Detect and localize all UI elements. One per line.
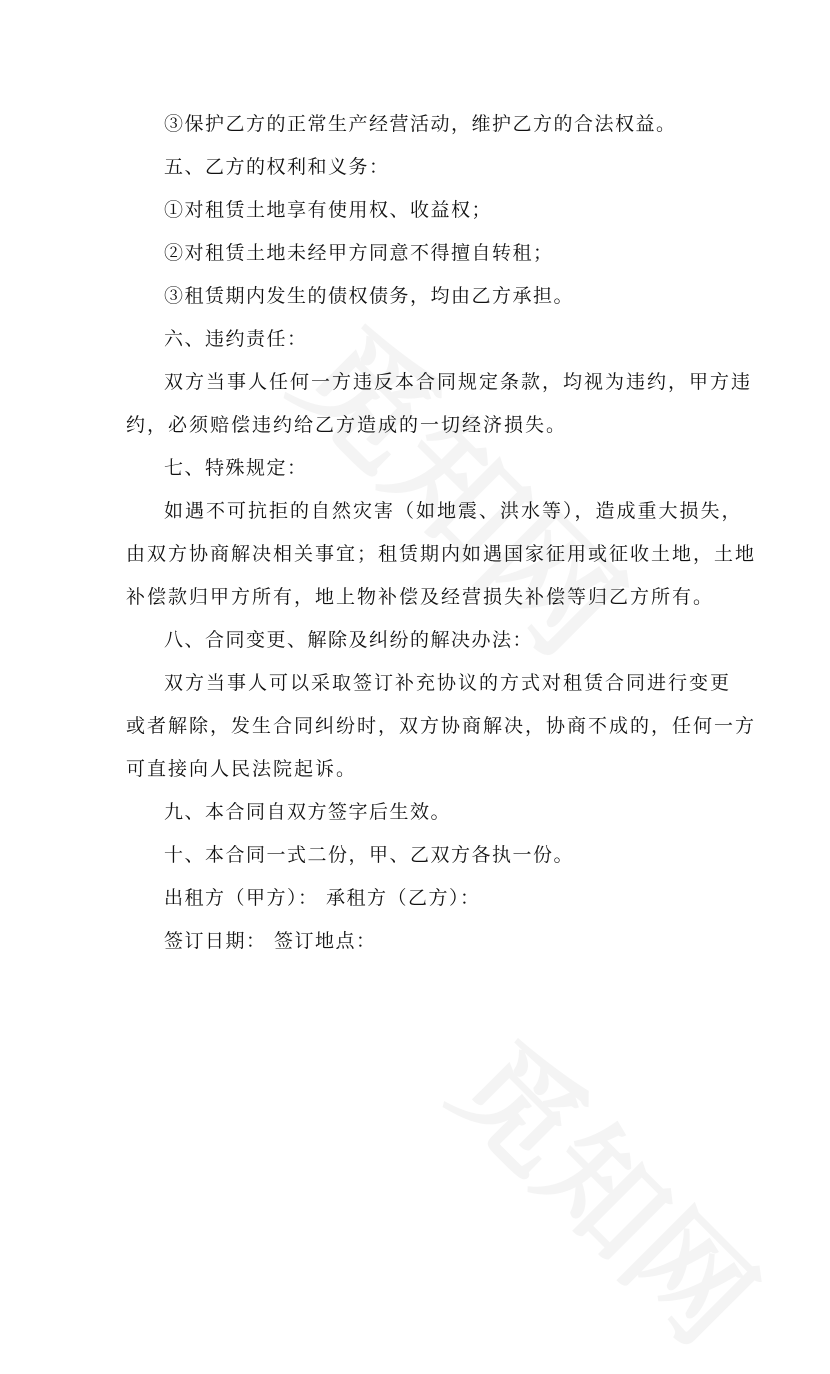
section-heading: 九、本合同自双方签字后生效。	[164, 801, 452, 823]
paragraph-line: 补偿款归甲方所有，地上物补偿及经营损失补偿等归乙方所有。	[126, 586, 715, 608]
paragraph: ③租赁期内发生的债权债务，均由乙方承担。	[164, 285, 575, 307]
signature-date-place: 签订日期： 签订地点：	[164, 930, 377, 952]
section-heading: 八、合同变更、解除及纠纷的解决办法：	[164, 629, 534, 651]
paragraph-line: 由双方协商解决相关事宜；租赁期内如遇国家征用或征收土地，土地	[126, 543, 757, 565]
section-heading: 七、特殊规定：	[164, 457, 308, 479]
paragraph-line: 或者解除，发生合同纠纷时，双方协商解决，协商不成的，任何一方	[126, 715, 757, 737]
paragraph-line: 双方当事人任何一方违反本合同规定条款，均视为违约，甲方违	[164, 371, 753, 393]
paragraph-line: 约，必须赔偿违约给乙方造成的一切经济损失。	[126, 414, 568, 436]
section-heading: 十、本合同一式二份，甲、乙双方各执一份。	[164, 844, 575, 866]
contract-body	[126, 103, 757, 963]
paragraph-line: 如遇不可抗拒的自然灾害（如地震、洪水等），造成重大损失，	[164, 500, 743, 522]
paragraph-line: 可直接向人民法院起诉。	[126, 758, 358, 780]
section-heading: 五、乙方的权利和义务：	[164, 156, 390, 178]
paragraph: ③保护乙方的正常生产经营活动，维护乙方的合法权益。	[164, 113, 677, 135]
signature-parties: 出租方（甲方）： 承租方（乙方）：	[164, 887, 481, 909]
section-heading: 六、违约责任：	[164, 328, 308, 350]
paragraph-changes	[126, 662, 757, 791]
paragraph-breach	[126, 361, 753, 447]
paragraph-special	[126, 490, 757, 619]
paragraph: ②对租赁土地未经甲方同意不得擅自转租；	[164, 242, 554, 264]
paragraph: ①对租赁土地享有使用权、收益权；	[164, 199, 493, 221]
paragraph-line: 双方当事人可以采取签订补充协议的方式对租赁合同进行变更	[164, 672, 732, 694]
watermark	[422, 998, 798, 1374]
